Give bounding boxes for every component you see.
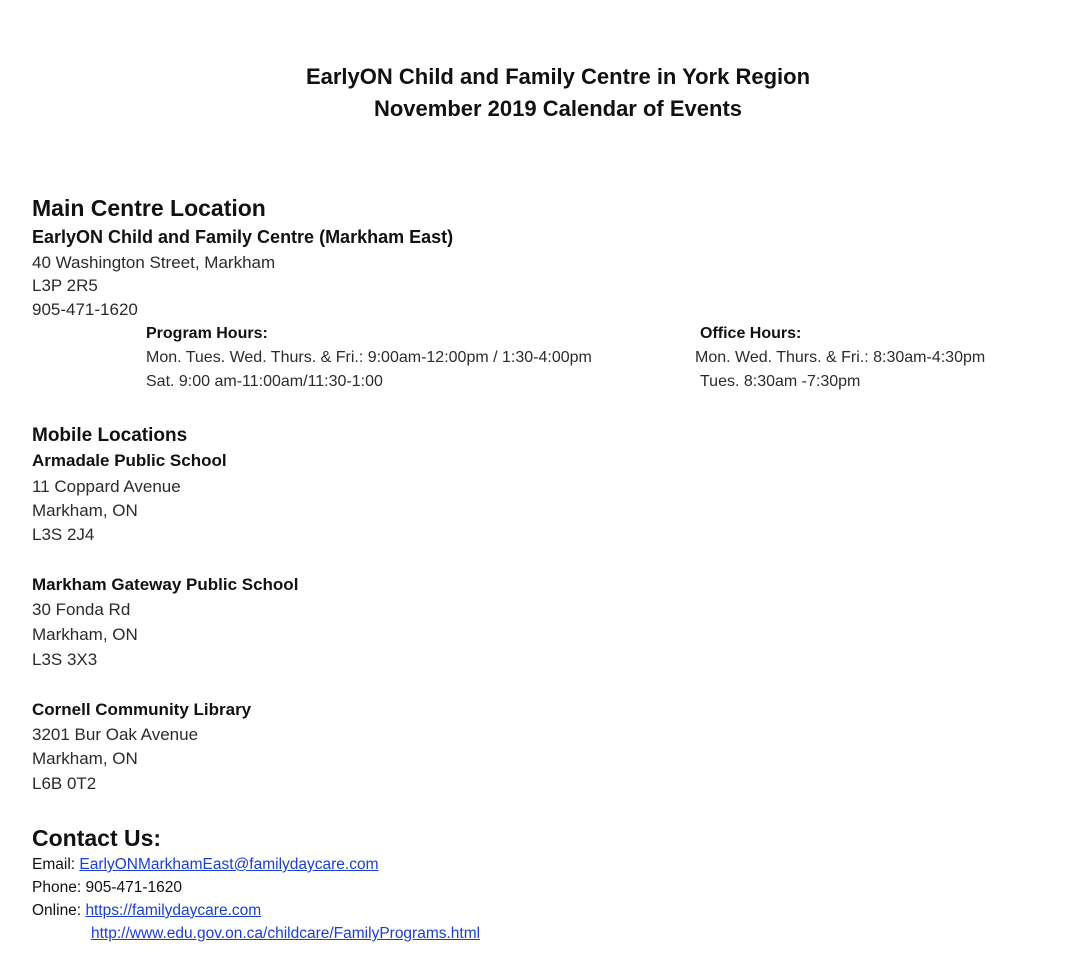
- contact-heading: Contact Us:: [32, 825, 162, 851]
- program-hours-label: Program Hours:: [146, 325, 268, 342]
- location-street: 3201 Bur Oak Avenue: [32, 725, 199, 744]
- contact-email-row: [32, 856, 379, 874]
- online-label: Online:: [32, 902, 82, 919]
- main-centre-address: 40 Washington Street, Markham: [32, 253, 276, 272]
- phone-label: Phone:: [32, 879, 82, 896]
- location-city: Markham, ON: [32, 625, 138, 644]
- location-postal: L3S 2J4: [32, 525, 95, 544]
- location-city: Markham, ON: [32, 749, 138, 768]
- program-hours-weekday: Mon. Tues. Wed. Thurs. & Fri.: 9:00am-12:00pm / 1:30-4:00pm: [146, 349, 592, 366]
- location-street: 30 Fonda Rd: [32, 600, 131, 619]
- phone-value: 905-471-1620: [85, 879, 182, 896]
- office-hours-label: Office Hours:: [700, 325, 802, 342]
- office-hours-tuesday: Tues. 8:30am -7:30pm: [700, 373, 861, 390]
- location-street: 11 Coppard Avenue: [32, 477, 181, 496]
- page-title-line1: EarlyON Child and Family Centre in York Region: [305, 64, 811, 89]
- page-title-line2: November 2019 Calendar of Events: [373, 96, 743, 121]
- email-link[interactable]: EarlyONMarkhamEast@familydaycare.com: [79, 856, 379, 873]
- email-label: Email:: [32, 856, 76, 873]
- main-centre-postal: L3P 2R5: [32, 276, 98, 295]
- edu-gov-link[interactable]: http://www.edu.gov.on.ca/childcare/FamilyPrograms.html: [91, 925, 481, 942]
- contact-online-row-2: [91, 925, 480, 943]
- location-name: Armadale Public School: [32, 451, 227, 470]
- contact-online-row: [32, 902, 261, 920]
- location-name: Cornell Community Library: [32, 700, 252, 719]
- contact-phone-row: [32, 879, 182, 897]
- location-city: Markham, ON: [32, 501, 138, 520]
- main-centre-name: EarlyON Child and Family Centre (Markham East): [32, 227, 454, 247]
- location-postal: L3S 3X3: [32, 650, 98, 669]
- program-hours-saturday: Sat. 9:00 am-11:00am/11:30-1:00: [146, 373, 383, 390]
- main-centre-heading: Main Centre Location: [32, 195, 266, 221]
- main-centre-phone: 905-471-1620: [32, 300, 138, 319]
- mobile-locations-heading: Mobile Locations: [32, 425, 188, 446]
- location-name: Markham Gateway Public School: [32, 575, 299, 594]
- location-postal: L6B 0T2: [32, 774, 97, 793]
- family-daycare-link[interactable]: https://familydaycare.com: [85, 902, 262, 919]
- office-hours-weekday: Mon. Wed. Thurs. & Fri.: 8:30am-4:30pm: [695, 349, 986, 366]
